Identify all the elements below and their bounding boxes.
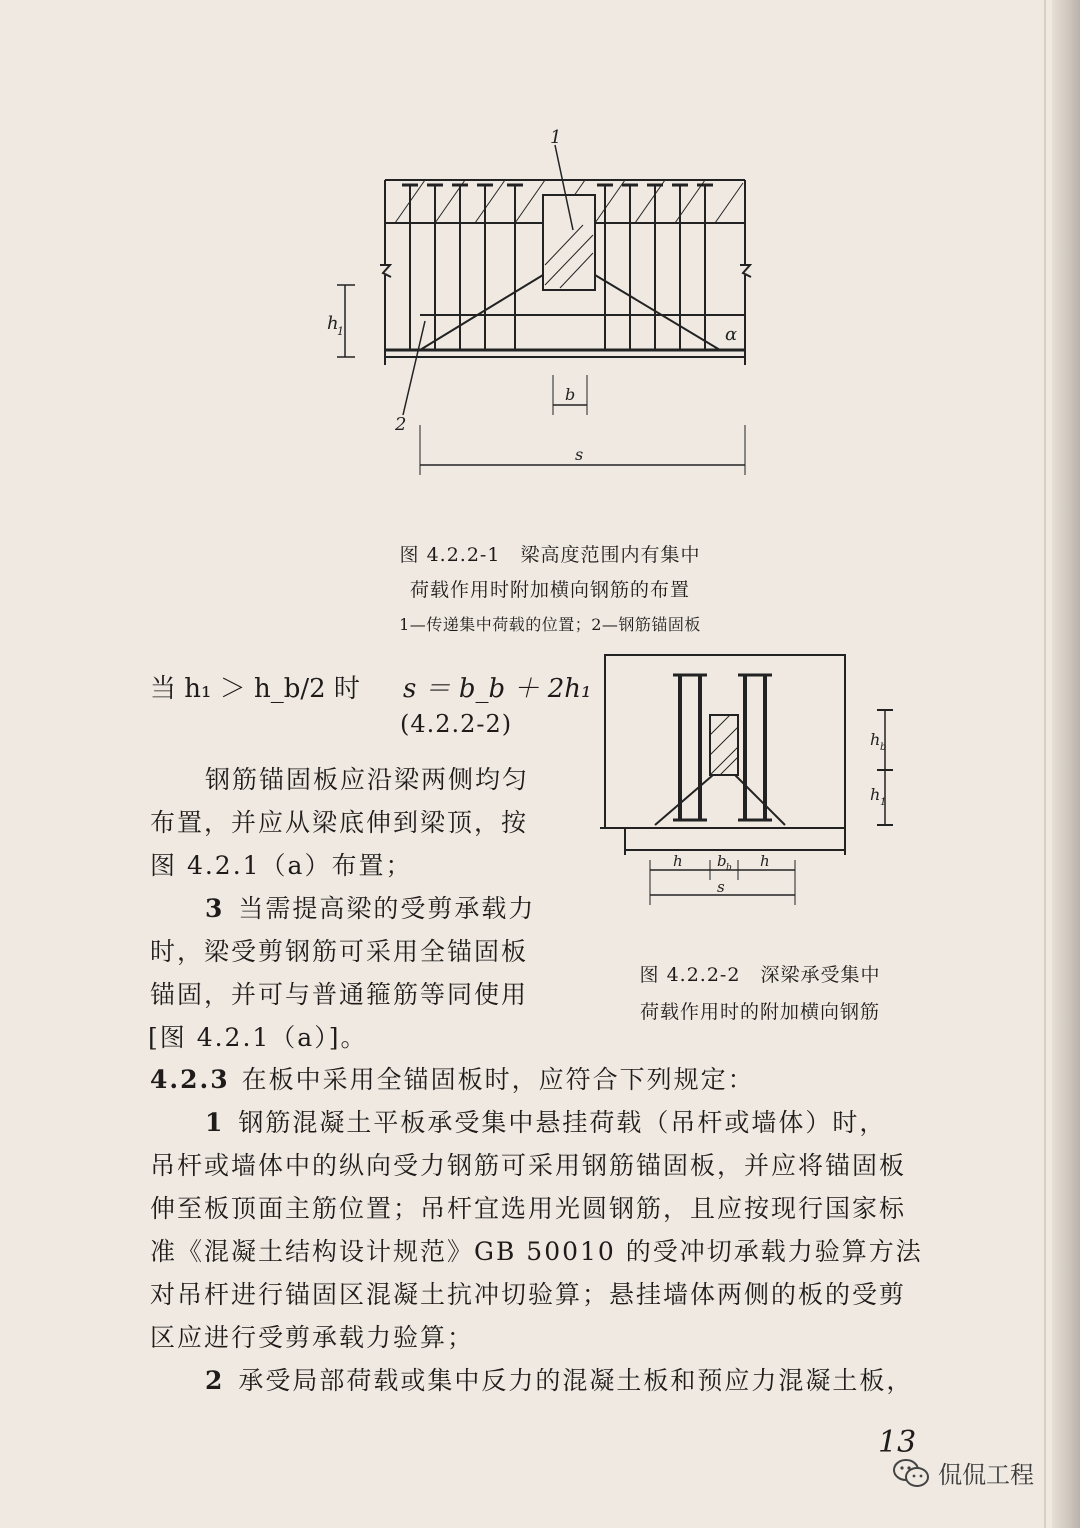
fig2-bb-label: b	[717, 852, 727, 870]
fig2-bottom-h1-right: h	[760, 852, 770, 870]
watermark-text: 侃侃工程	[938, 1461, 1034, 1489]
page-edge	[1052, 0, 1080, 1528]
body-line: 当需提高梁的受剪承载力	[238, 894, 536, 923]
fig1-b-label: b	[565, 385, 576, 404]
body-line: 锚固，并可与普通箍筋等同使用	[150, 980, 529, 1009]
fig1-callout-1: 1	[550, 127, 562, 148]
body-line: 图 4.2.1（a）布置；	[150, 851, 413, 880]
figure-4-2-2-2	[595, 650, 915, 920]
fig1-alpha-label: α	[725, 324, 738, 345]
fig2-h1-sub: 1	[880, 797, 887, 808]
item-3-first-line	[205, 889, 535, 925]
fig1-s-label: s	[575, 445, 584, 464]
fig2-bb-sub: b	[726, 863, 732, 873]
item-1-first-line	[205, 1103, 886, 1139]
formula-condition: 当 h₁ ＞ h_b/2 时	[150, 674, 360, 704]
item-1-line: 对吊杆进行锚固区混凝土抗冲切验算；悬挂墙体两侧的板的受剪	[150, 1280, 907, 1309]
item-2-number: 2	[205, 1366, 225, 1395]
body-line: 布置，并应从梁底伸到梁顶，按	[150, 808, 529, 837]
fig1-h-label: h	[327, 313, 339, 334]
item-1-line: 伸至板顶面主筋位置；吊杆宜选用光圆钢筋，且应按现行国家标	[150, 1194, 907, 1223]
fig1-callout-2: 2	[395, 414, 407, 435]
fig2-bottom-h1: h	[673, 852, 683, 870]
section-heading-text: 在板中采用全锚固板时，应符合下列规定：	[241, 1065, 755, 1094]
figure-4-2-2-1	[325, 125, 765, 485]
body-line: 时，梁受剪钢筋可采用全锚固板	[150, 937, 529, 966]
formula-number: (4.2.2-2)	[400, 710, 513, 738]
item-2-first-line	[205, 1361, 913, 1397]
fig2-h1-label: h	[870, 785, 881, 804]
wechat-icon	[892, 1458, 930, 1488]
item-1-line: 吊杆或墙体中的纵向受力钢筋可采用钢筋锚固板，并应将锚固板	[150, 1151, 907, 1180]
formula-expression: s ＝ b_b ＋ 2h₁	[403, 674, 592, 704]
figure2-caption-line1: 图 4.2.2-2 深梁承受集中	[639, 964, 881, 986]
page-number: 13	[878, 1425, 917, 1460]
section-heading	[150, 1060, 755, 1096]
fig1-h-sub: 1	[337, 325, 344, 338]
section-number: 4.2.3	[150, 1065, 230, 1094]
body-line: 钢筋锚固板应沿梁两侧均匀	[205, 765, 530, 794]
fig2-hb-sub: b	[880, 742, 887, 753]
figure1-caption-line2: 荷载作用时附加横向钢筋的布置	[409, 579, 690, 601]
fig2-hb-label: h	[870, 730, 881, 749]
fig2-s-label: s	[717, 878, 725, 896]
item-2-line: 承受局部荷载或集中反力的混凝土板和预应力混凝土板，	[238, 1366, 914, 1395]
item-3-number: 3	[205, 894, 225, 923]
item-1-line: 钢筋混凝土平板承受集中悬挂荷载（吊杆或墙体）时，	[238, 1108, 887, 1137]
body-line: [图 4.2.1（a）]。	[148, 1023, 368, 1052]
item-1-number: 1	[205, 1108, 225, 1137]
figure1-caption-legend: 1—传递集中荷载的位置；2—钢筋锚固板	[399, 615, 701, 634]
figure1-caption-line1: 图 4.2.2-1 梁高度范围内有集中	[399, 544, 701, 566]
item-1-line: 准《混凝土结构设计规范》GB 50010 的受冲切承载力验算方法	[150, 1237, 923, 1266]
figure2-caption-line2: 荷载作用时的附加横向钢筋	[639, 1001, 880, 1023]
item-1-line: 区应进行受剪承载力验算；	[150, 1323, 475, 1352]
page-fold-line	[1044, 0, 1046, 1528]
watermark	[892, 1455, 1034, 1490]
